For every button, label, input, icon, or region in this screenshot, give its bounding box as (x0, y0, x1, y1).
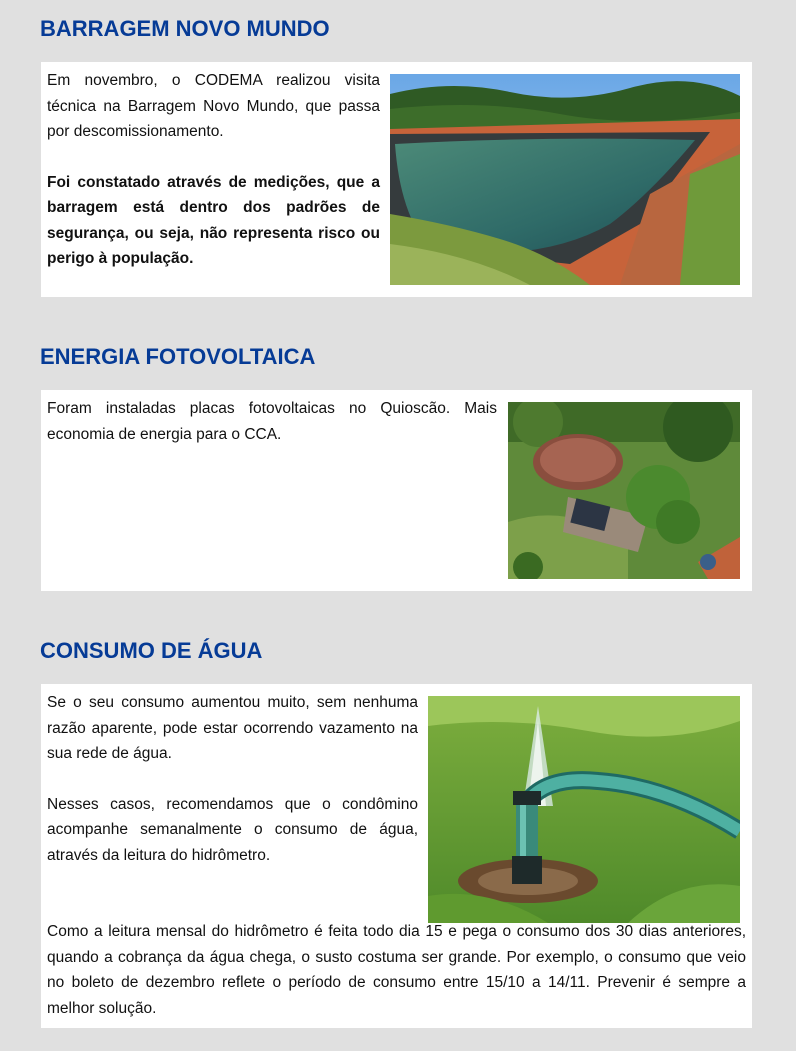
aerial-kiosk-solar-panels-photo (508, 402, 740, 579)
section-title-barragem: BARRAGEM NOVO MUNDO (40, 16, 330, 41)
section-title-consumo: CONSUMO DE ÁGUA (40, 638, 263, 663)
reservoir-dam-photo (390, 74, 740, 285)
leaking-hose-photo (428, 696, 740, 923)
paragraph-barragem-intro: Em novembro, o CODEMA realizou visita técnica na Barragem Novo Mundo, que passa por descomissionamento. (47, 72, 380, 140)
paragraph-consumo-intro: Se o seu consumo aumentou muito, sem nenhuma razão aparente, pode estar ocorrendo vazamento na sua rede de água. (47, 694, 418, 762)
paragraph-consumo-reading: Como a leitura mensal do hidrômetro é feita todo dia 15 e pega o consumo dos 30 dias anteriores, quando a cobrança da água chega, o susto costuma ser grande. Por exemplo, o consumo que veio no boleto de dezembro reflete o período de consumo entre 15/10 a 14/11. Prevenir é sempre a melhor solução. (47, 923, 746, 1017)
card-consumo (41, 684, 752, 1028)
section-title-energia: ENERGIA FOTOVOLTAICA (40, 344, 316, 369)
card-energia (41, 390, 752, 591)
card-barragem (41, 62, 752, 297)
paragraph-consumo-recommendation: Nesses casos, recomendamos que o condômino acompanhe semanalmente o consumo de água, através da leitura do hidrômetro. (47, 795, 418, 864)
paragraph-barragem-result: Foi constatado através de medições, que a barragem está dentro dos padrões de segurança, ou seja, não representa risco ou perigo à população. (47, 173, 380, 267)
paragraph-energia: Foram instaladas placas fotovoltaicas no Quioscão. Mais economia de energia para o CCA. (47, 400, 497, 443)
